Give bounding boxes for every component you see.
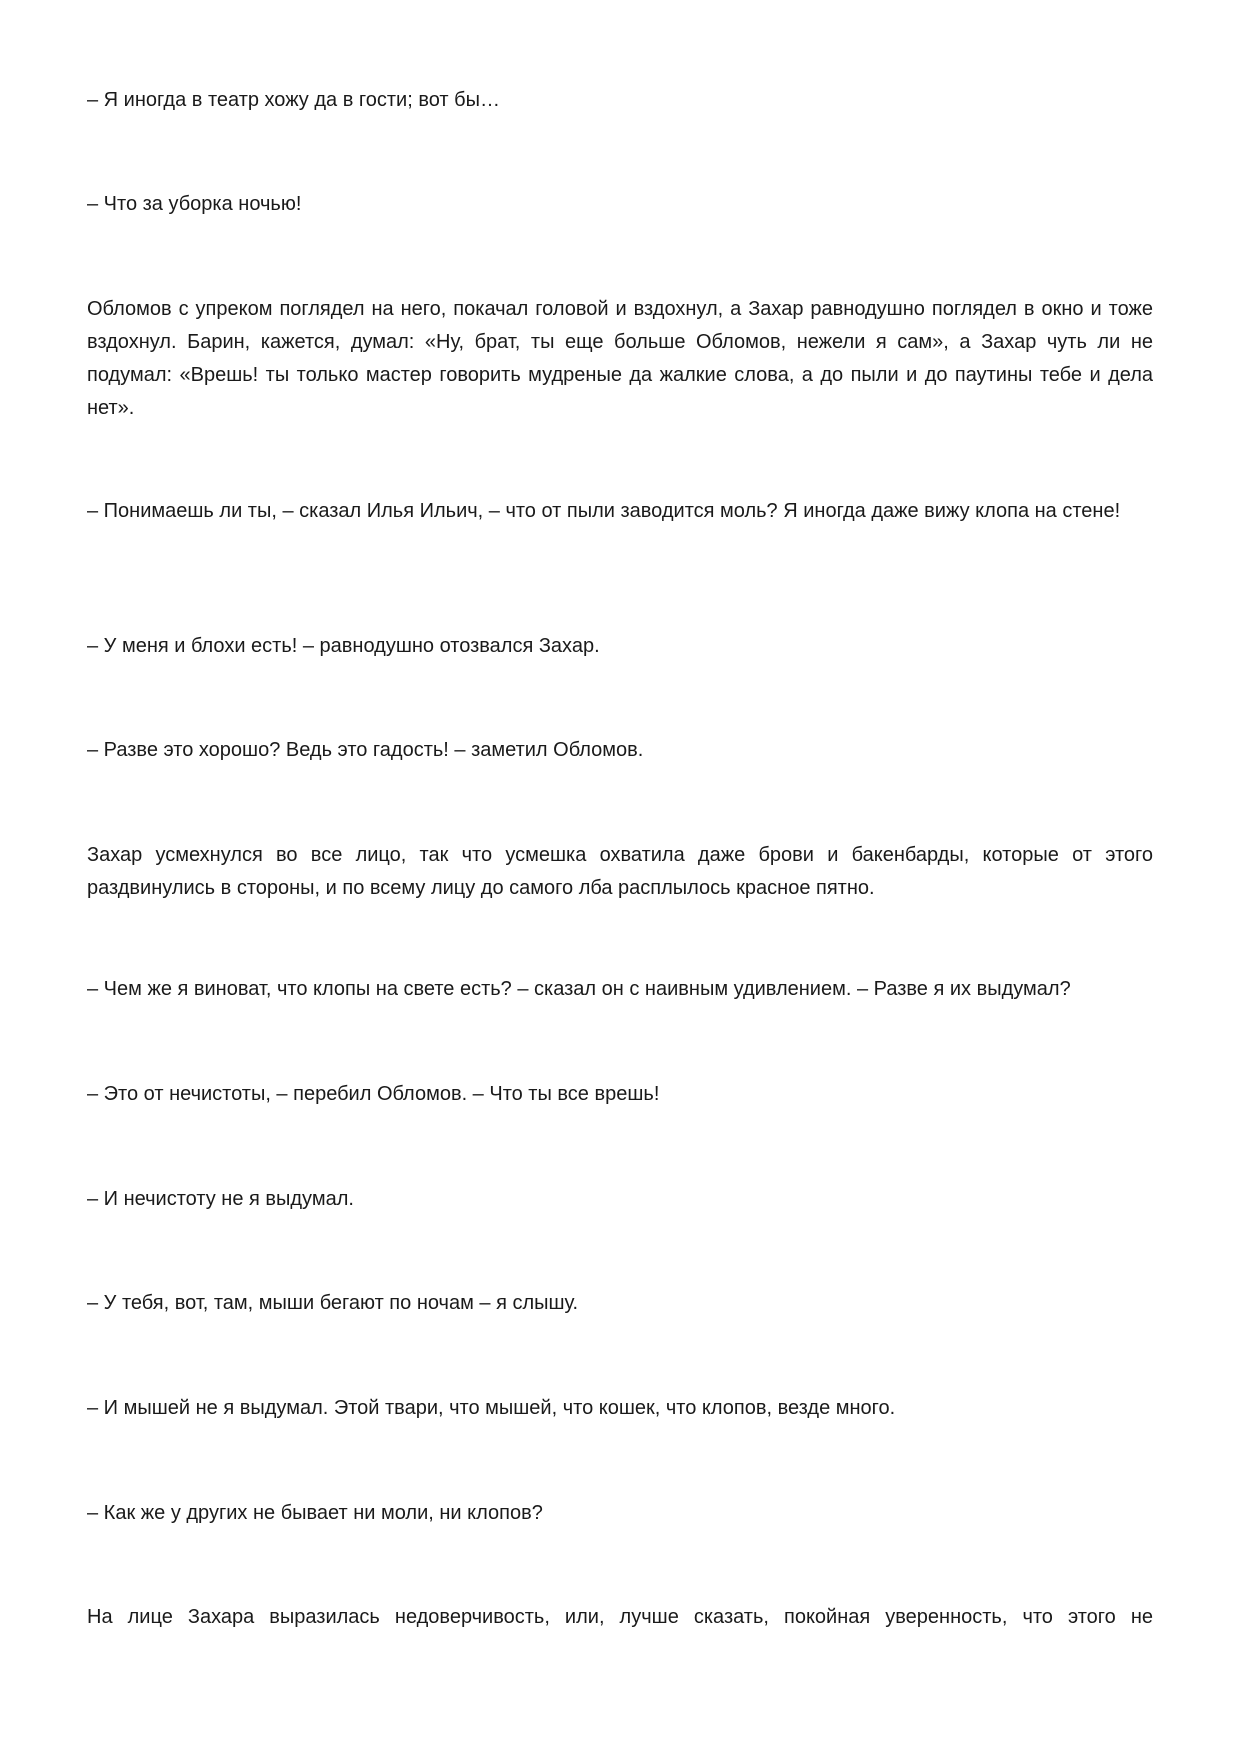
paragraph-13: – Как же у других не бывает ни моли, ни клопов?	[87, 1502, 543, 1524]
paragraph-2: – Что за уборка ночью!	[87, 193, 302, 215]
paragraph-7: Захар усмехнулся во все лицо, так что усмешка охватила даже брови и бакенбарды, которые от этого раздвинулись в стороны, и по всему лицу до самого лба расплылось красное пятно.	[87, 844, 1153, 899]
paragraph-11: – У тебя, вот, там, мыши бегают по ночам – я слышу.	[87, 1292, 579, 1314]
paragraph-3: Обломов с упреком поглядел на него, покачал головой и вздохнул, а Захар равнодушно поглядел в окно и тоже вздохнул. Барин, кажется, думал: «Ну, брат, ты еще больше Обломов, нежели я сам», а Захар чуть ли не подумал: «Врешь! ты только мастер говорить мудреные да жалкие слова, а до пыли и до паутины тебе и дела нет».	[87, 298, 1153, 419]
paragraph-12: – И мышей не я выдумал. Этой твари, что мышей, что кошек, что клопов, везде много.	[87, 1397, 896, 1419]
paragraph-6: – Разве это хорошо? Ведь это гадость! – заметил Обломов.	[87, 739, 644, 761]
paragraph-8: – Чем же я виноват, что клопы на свете есть? – сказал он с наивным удивлением. – Разве я их выдумал?	[87, 978, 1071, 1000]
paragraph-14: На лице Захара выразилась недоверчивость, или, лучше сказать, покойная уверенность, что этого не	[87, 1606, 1153, 1628]
paragraph-5: – У меня и блохи есть! – равнодушно отозвался Захар.	[87, 635, 600, 657]
paragraph-9: – Это от нечистоты, – перебил Обломов. – Что ты все врешь!	[87, 1083, 660, 1105]
paragraph-4: – Понимаешь ли ты, – сказал Илья Ильич, – что от пыли заводится моль? Я иногда даже вижу клопа на стене!	[87, 500, 1121, 522]
paragraph-10: – И нечистоту не я выдумал.	[87, 1188, 354, 1210]
paragraph-1: – Я иногда в театр хожу да в гости; вот бы…	[87, 89, 500, 111]
